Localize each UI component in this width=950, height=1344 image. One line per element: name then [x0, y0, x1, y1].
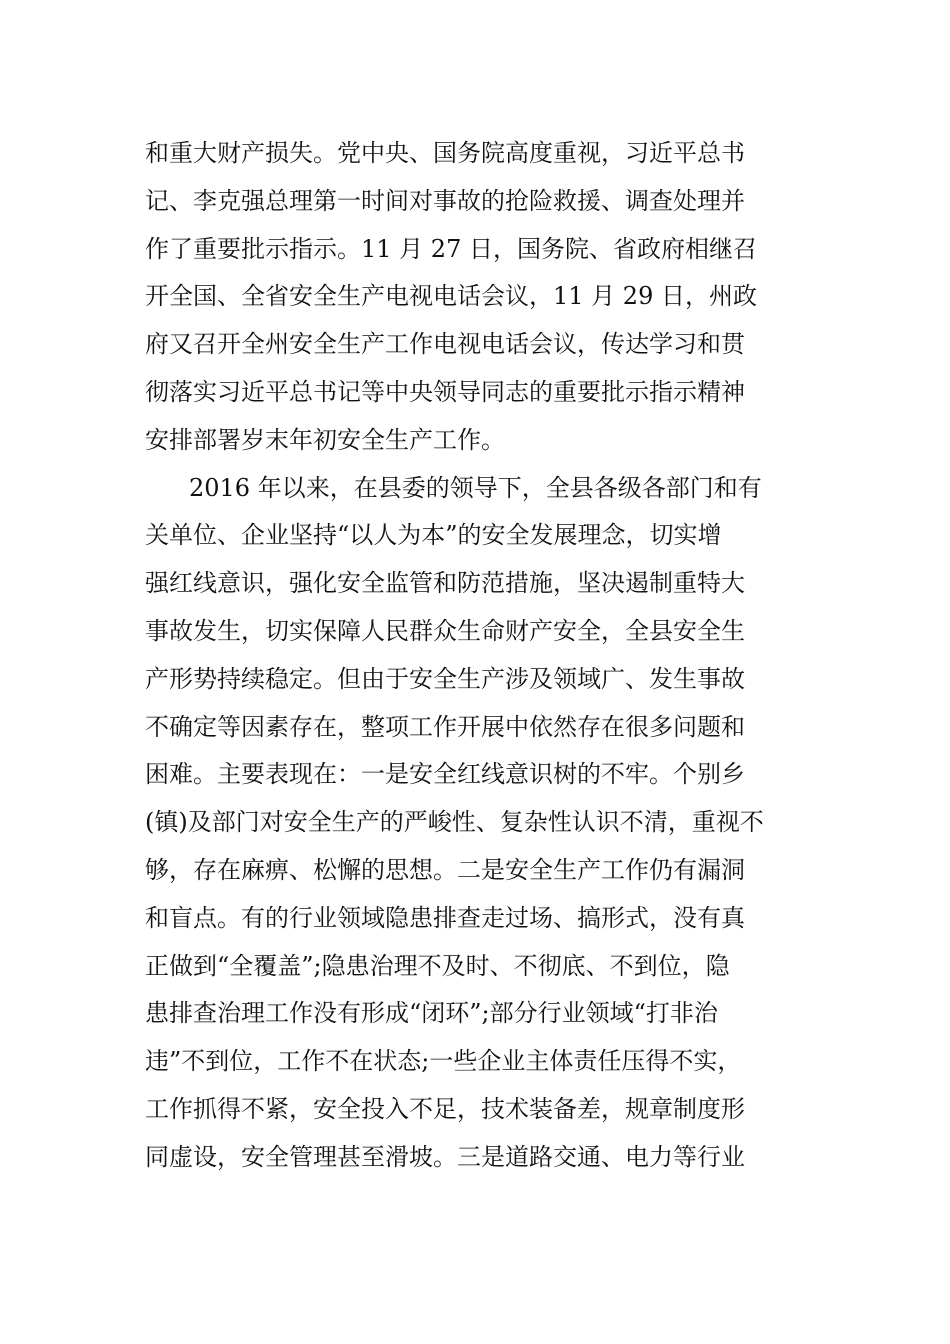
text-line: 患排查治理工作没有形成“闭环”;部分行业领域“打非治: [145, 999, 718, 1028]
text-line: (镇)及部门对安全生产的严峻性、复杂性认识不清，重视不: [145, 808, 764, 837]
text-line: 产形势持续稳定。但由于安全生产涉及领域广、发生事故: [145, 664, 745, 693]
text-line: 同虚设，安全管理甚至滑坡。三是道路交通、电力等行业: [145, 1142, 745, 1171]
text-line: 记、李克强总理第一时间对事故的抢险救援、调查处理并: [145, 186, 745, 215]
text-line: 2016 年以来，在县委的领导下，全县各级各部门和有: [189, 473, 762, 502]
text-line: 工作抓得不紧，安全投入不足，技术装备差，规章制度形: [145, 1094, 745, 1123]
text-line: 够，存在麻痹、松懈的思想。二是安全生产工作仍有漏洞: [145, 855, 745, 884]
text-line: 和重大财产损失。党中央、国务院高度重视，习近平总书: [145, 139, 745, 167]
text-line: 违”不到位，工作不在状态;一些企业主体责任压得不实，: [145, 1047, 742, 1076]
text-line: 正做到“全覆盖”;隐患治理不及时、不彻底、不到位，隐: [145, 951, 730, 980]
text-line: 强红线意识，强化安全监管和防范措施，坚决遏制重特大: [145, 569, 745, 598]
text-line: 不确定等因素存在，整项工作开展中依然存在很多问题和: [145, 712, 745, 741]
text-line: 彻落实习近平总书记等中央领导同志的重要批示指示精神: [145, 377, 745, 406]
text-line: 事故发生，切实保障人民群众生命财产安全，全县安全生: [145, 616, 745, 645]
text-line: 关单位、企业坚持“以人为本”的安全发展理念，切实增: [145, 521, 722, 550]
text-line: 开全国、全省安全生产电视电话会议，11 月 29 日，州政: [145, 282, 757, 311]
text-line: 府又召开全州安全生产工作电视电话会议，传达学习和贯: [145, 330, 745, 359]
text-line: 和盲点。有的行业领域隐患排查走过场、搞形式，没有真: [145, 903, 745, 932]
body-text: [145, 130, 815, 1182]
paragraph-2: [145, 465, 815, 1182]
text-line: 作了重要批示指示。11 月 27 日，国务院、省政府相继召: [145, 234, 757, 263]
text-line: 安排部署岁末年初安全生产工作。: [145, 425, 505, 454]
text-line: 困难。主要表现在：一是安全红线意识树的不牢。个别乡: [145, 760, 745, 789]
paragraph-1: [145, 130, 815, 465]
